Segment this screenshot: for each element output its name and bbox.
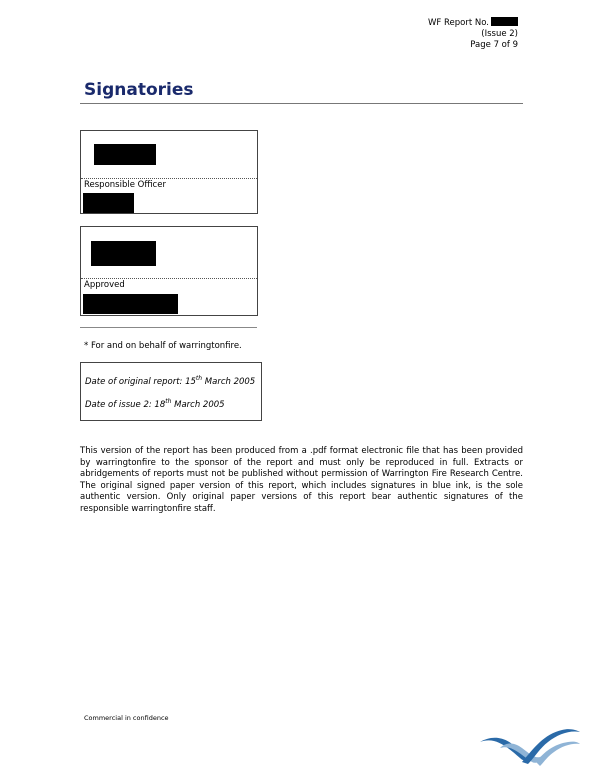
signature-role-label: Approved [84, 280, 125, 290]
redacted-report-number [491, 17, 518, 26]
signature-line [81, 278, 257, 279]
report-number-label: WF Report No. [428, 18, 489, 28]
title-divider [80, 103, 523, 104]
disclaimer-paragraph: This version of the report has been produced from a .pdf format electronic file that has been provided by warringtonfire to the sponsor of the report and must only be reproduced in full. Extracts or abridgements of reports must not be published without permission of Warrington Fire Research Centre. The original signed paper version of this report, which includes signatures in blue ink, is the sole authentic version. Only original paper versions of this report bear authentic signatures of the responsible warringtonfire staff. [80, 446, 523, 514]
signature-divider [80, 327, 257, 328]
page-header [428, 17, 518, 51]
page-title: Signatories [84, 80, 194, 100]
warringtonfire-logo [478, 722, 582, 772]
redacted-name [83, 294, 178, 314]
on-behalf-note: * For and on behalf of warringtonfire. [84, 341, 242, 351]
footer-confidentiality: Commercial in confidence [84, 714, 169, 722]
redacted-signature [94, 144, 156, 165]
issue-date: Date of issue 2: 18th March 2005 [85, 398, 225, 410]
page-number: Page 7 of 9 [470, 40, 518, 50]
signature-box-approved [80, 226, 258, 316]
issue-number: (Issue 2) [481, 29, 518, 39]
original-report-date: Date of original report: 15th March 2005 [85, 375, 256, 387]
signature-line [81, 178, 257, 179]
redacted-name [83, 193, 134, 213]
report-number [428, 17, 518, 29]
redacted-signature [91, 241, 156, 266]
dates-box [80, 362, 262, 421]
signature-role-label: Responsible Officer [84, 180, 166, 190]
signature-box-responsible-officer [80, 130, 258, 214]
